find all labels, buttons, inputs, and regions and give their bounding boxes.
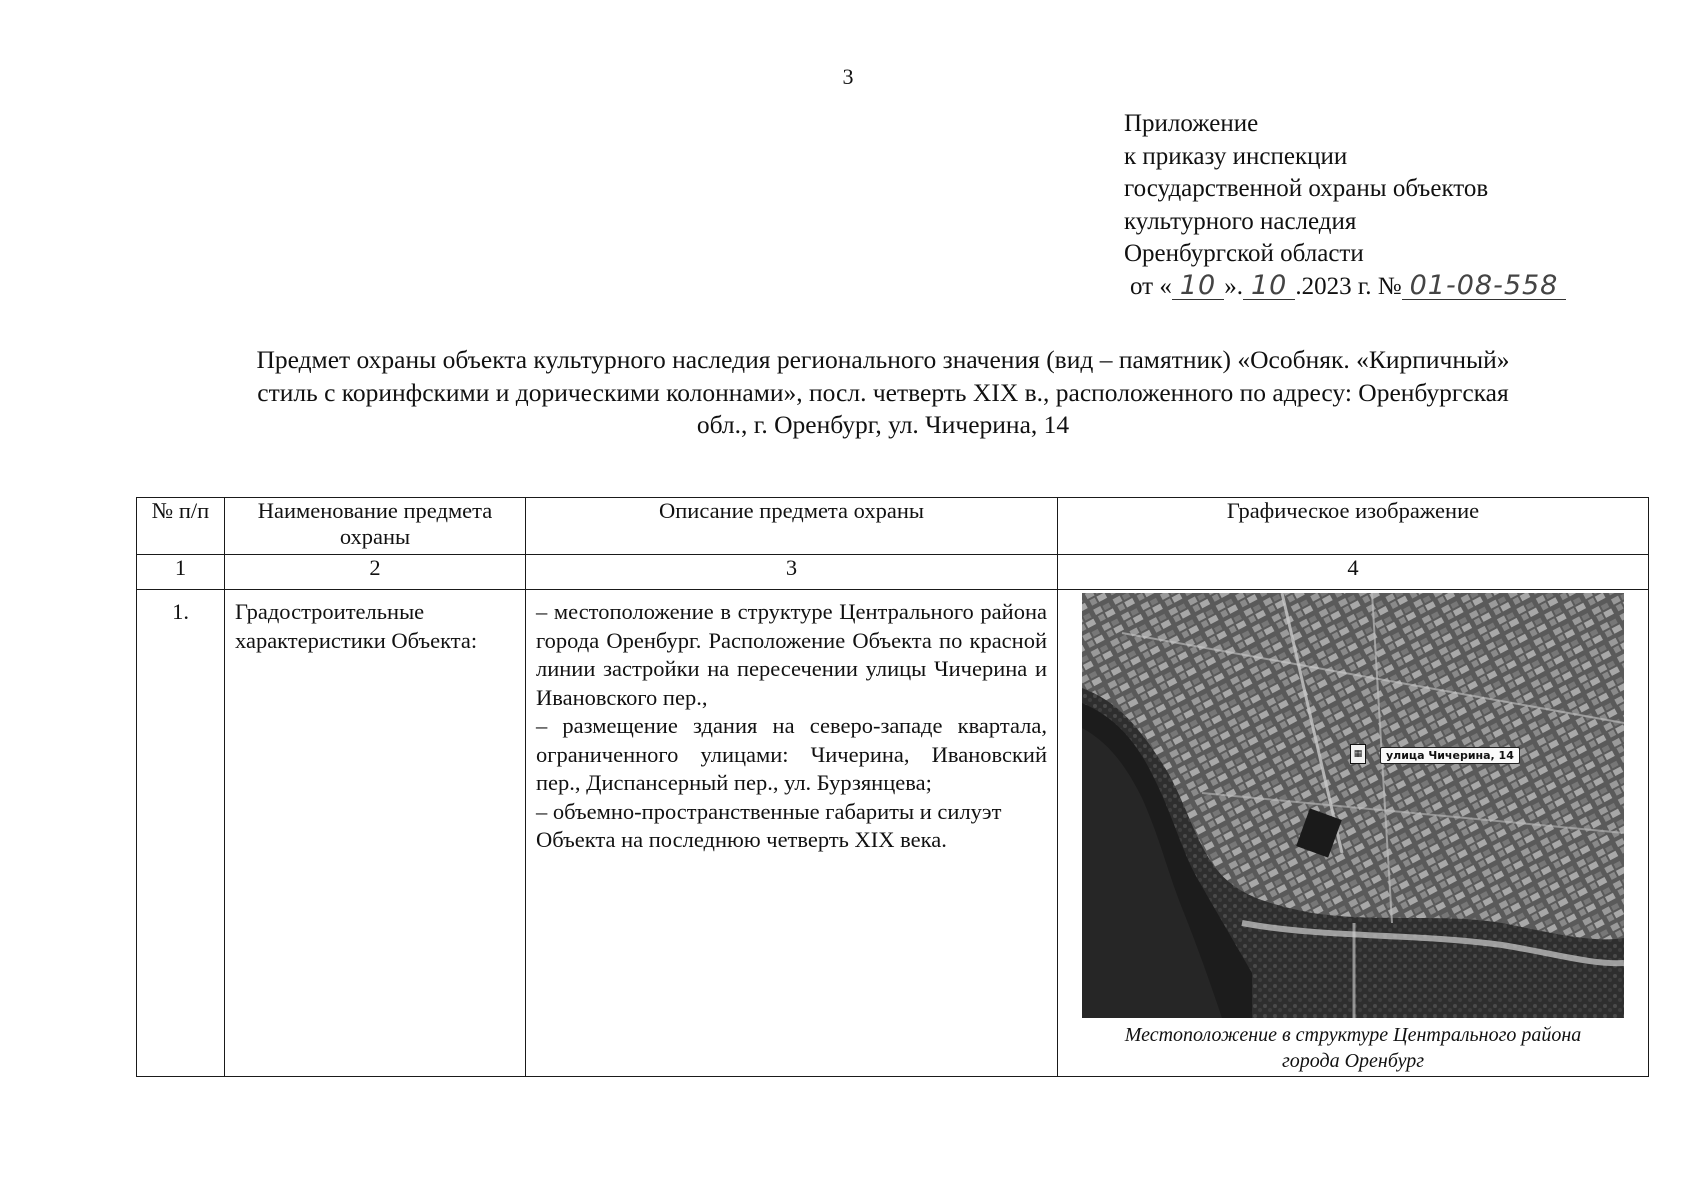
title-line: обл., г. Оренбург, ул. Чичерина, 14 bbox=[696, 410, 1070, 439]
description-item: – объемно-пространственные габариты и силуэт Объекта на последнюю четверть XIX века. bbox=[536, 798, 1002, 852]
title-line: стиль с коринфскими и дорическими колоннами», посл. четверть XIX в., расположенного по адресу: Оренбургская bbox=[257, 377, 1509, 407]
appendix-line: культурного наследия bbox=[1124, 207, 1357, 235]
appendix-line: государственной охраны объектов bbox=[1124, 175, 1489, 202]
page-number: 3 bbox=[842, 64, 854, 89]
row-name: Градостроительные характеристики Объекта: bbox=[225, 590, 526, 1077]
protection-table bbox=[136, 497, 1649, 1077]
header-number: № п/п bbox=[137, 498, 225, 555]
map-pin-icon: ▦ bbox=[1350, 744, 1366, 764]
column-number: 1 bbox=[137, 555, 225, 590]
column-number: 2 bbox=[225, 555, 526, 590]
date-suffix: .2023 г. № bbox=[1295, 272, 1402, 300]
description-item: – местоположение в структуре Центрального района города Оренбург. Расположение Объекта по красной линии застройки на пересечении улицы Чичерина и Ивановского пер., bbox=[536, 599, 1047, 710]
image-caption bbox=[1058, 1022, 1648, 1074]
map-address-label: улица Чичерина, 14 bbox=[1380, 747, 1520, 764]
row-description bbox=[526, 590, 1058, 1077]
appendix-date-line bbox=[1130, 271, 1644, 304]
appendix-line: к приказу инспекции bbox=[1124, 142, 1348, 170]
column-number: 4 bbox=[1058, 555, 1649, 590]
row-number: 1. bbox=[137, 590, 225, 1077]
column-number: 3 bbox=[526, 555, 1058, 590]
caption-line: Местоположение в структуре Центрального района bbox=[1124, 1024, 1582, 1046]
document-title bbox=[170, 344, 1596, 442]
header-image: Графическое изображение bbox=[1058, 498, 1649, 555]
appendix-line: Приложение bbox=[1124, 110, 1259, 137]
date-mid: ». bbox=[1224, 272, 1243, 300]
table-header-row bbox=[137, 498, 1649, 555]
date-prefix: от « bbox=[1130, 272, 1172, 300]
description-item: – размещение здания на северо-западе квартала, ограниченного улицами: Чичерина, Ивановский пер., Диспансерный пер., ул. Бурзянцева; bbox=[536, 713, 1047, 795]
table-row bbox=[137, 590, 1649, 1077]
handwritten-day: 10 bbox=[1172, 273, 1224, 300]
handwritten-order-number: 01-08-558 bbox=[1402, 273, 1567, 300]
caption-line: города Оренбург bbox=[1281, 1050, 1425, 1072]
appendix-block bbox=[1124, 108, 1644, 303]
title-line: Предмет охраны объекта культурного наследия регионального значения (вид – памятник) «Особняк. «Кирпичный» bbox=[256, 345, 1510, 374]
appendix-line: Оренбургской области bbox=[1124, 240, 1364, 267]
header-description: Описание предмета охраны bbox=[526, 498, 1058, 555]
header-name: Наименование предмета охраны bbox=[225, 498, 526, 555]
satellite-map-svg bbox=[1082, 593, 1624, 1018]
satellite-map-image bbox=[1082, 593, 1624, 1018]
column-number-row bbox=[137, 555, 1649, 590]
row-image-cell bbox=[1058, 590, 1649, 1077]
handwritten-month: 10 bbox=[1243, 273, 1295, 300]
